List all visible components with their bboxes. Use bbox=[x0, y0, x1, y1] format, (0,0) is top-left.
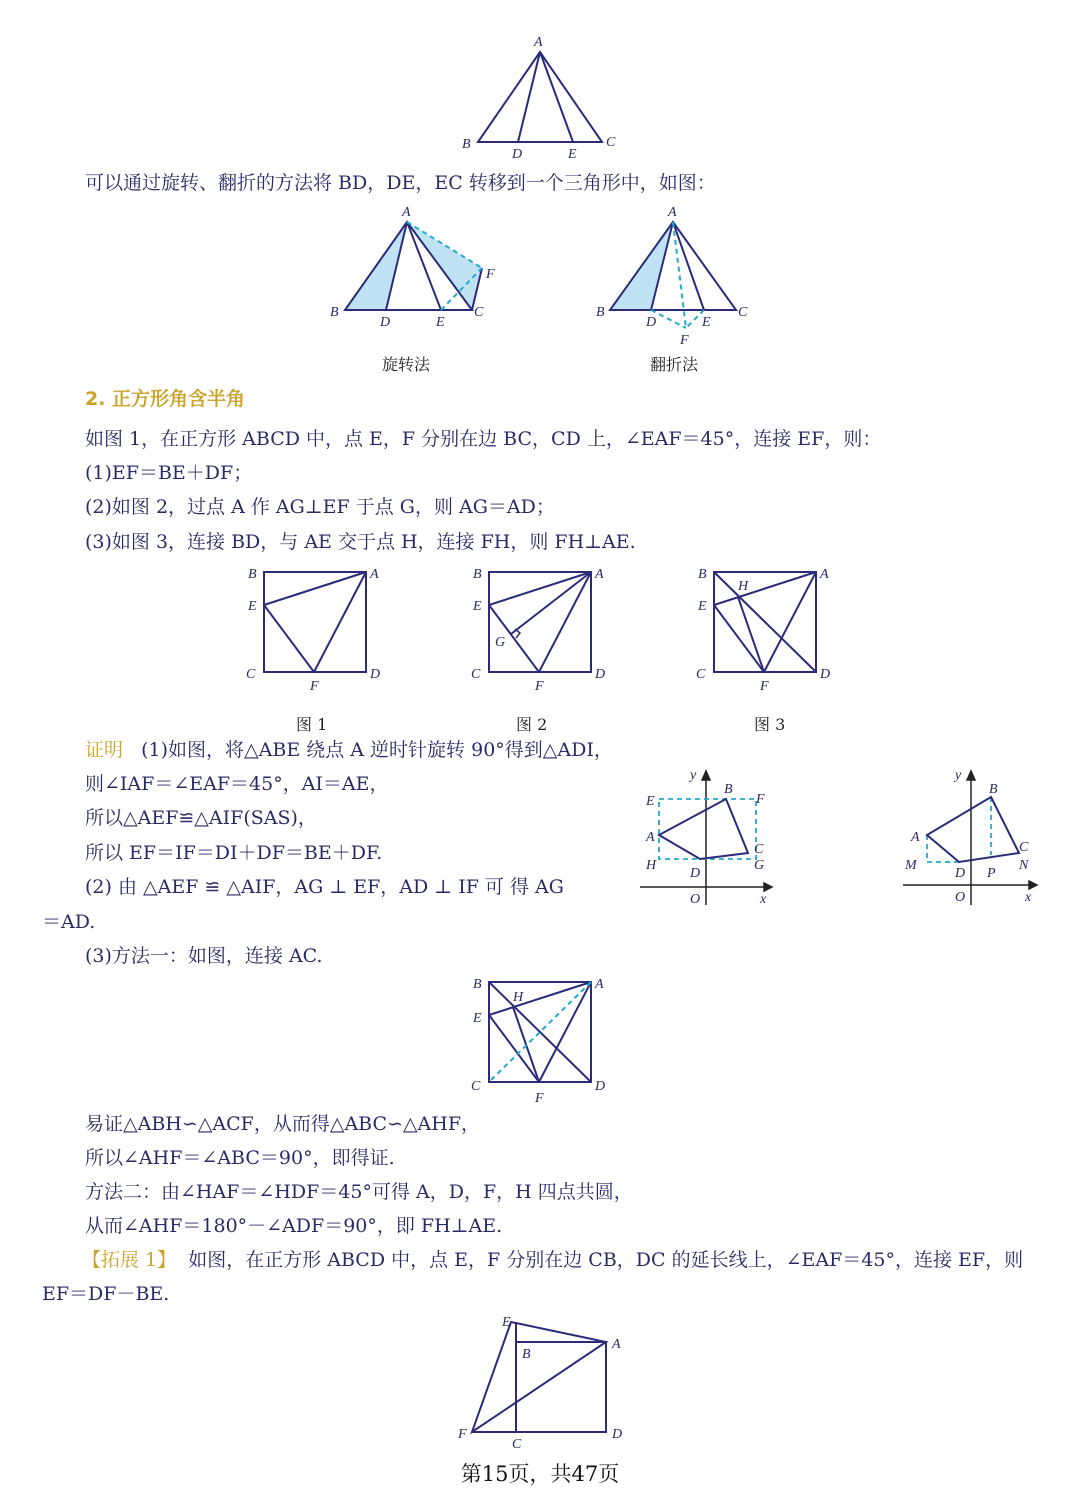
svg-text:E: E bbox=[436, 315, 445, 330]
svg-text:A: A bbox=[595, 567, 604, 582]
svg-text:F: F bbox=[756, 792, 765, 807]
svg-text:E: E bbox=[702, 315, 711, 330]
svg-text:B: B bbox=[596, 305, 605, 320]
coordinate-figure-2 bbox=[895, 765, 1055, 910]
svg-text:A: A bbox=[646, 830, 655, 845]
svg-text:E: E bbox=[473, 599, 482, 614]
svg-text:E: E bbox=[646, 794, 655, 809]
svg-text:A: A bbox=[668, 205, 677, 220]
extension-line-1 bbox=[82, 1247, 1023, 1273]
svg-text:B: B bbox=[724, 782, 733, 797]
svg-text:B: B bbox=[462, 137, 471, 152]
svg-text:y: y bbox=[690, 768, 697, 783]
svg-text:C: C bbox=[696, 667, 706, 682]
svg-text:E: E bbox=[568, 147, 577, 162]
coordinate-figure-1 bbox=[630, 765, 790, 910]
proof-line-1 bbox=[85, 737, 613, 763]
svg-text:A: A bbox=[820, 567, 829, 582]
caption-fig-3: 图 3 bbox=[754, 715, 786, 734]
rotate-caption: 旋转法 bbox=[382, 355, 431, 374]
svg-text:C: C bbox=[754, 842, 764, 857]
proof-line-4: 所以 EF＝IF＝DI＋DF＝BE＋DF. bbox=[85, 842, 383, 864]
svg-text:B: B bbox=[473, 567, 482, 582]
proof-text-1: (1)如图，将△ABE 绕点 A 逆时针旋转 90°得到△ADI， bbox=[141, 739, 613, 761]
svg-text:A: A bbox=[911, 830, 920, 845]
square-figure-1 bbox=[240, 560, 400, 700]
proof-line-5: (2) 由 △AEF ≌ △AIF，AG ⊥ EF，AD ⊥ IF 可 得 AG bbox=[85, 876, 564, 898]
para-3: (2)如图 2，过点 A 作 AG⊥EF 于点 G，则 AG＝AD； bbox=[85, 496, 555, 518]
svg-text:y: y bbox=[955, 768, 962, 783]
svg-text:C: C bbox=[738, 305, 748, 320]
extension-text: 如图，在正方形 ABCD 中，点 E，F 分别在边 CB，DC 的延长线上，∠EAF＝45°，连接 EF，则 bbox=[188, 1249, 1024, 1271]
svg-text:A: A bbox=[595, 977, 604, 992]
svg-text:B: B bbox=[698, 567, 707, 582]
top-triangle-figure bbox=[0, 0, 1080, 170]
svg-text:B: B bbox=[989, 782, 998, 797]
svg-text:C: C bbox=[471, 667, 481, 682]
proof-line-3: 所以△AEF≌△AIF(SAS)， bbox=[85, 807, 317, 829]
after-line-1: 易证△ABH∽△ACF，从而得△ABC∽△AHF， bbox=[85, 1113, 481, 1135]
svg-text:O: O bbox=[690, 892, 701, 907]
svg-text:C: C bbox=[512, 1437, 522, 1452]
svg-text:D: D bbox=[612, 1427, 623, 1442]
proof-line-2: 则∠IAF＝∠EAF＝45°，AI＝AE， bbox=[85, 773, 389, 795]
fold-caption: 翻折法 bbox=[650, 355, 699, 374]
after-line-2: 所以∠AHF＝∠ABC＝90°，即得证. bbox=[85, 1147, 395, 1169]
svg-text:C: C bbox=[474, 305, 484, 320]
square-figure-3 bbox=[690, 560, 850, 700]
svg-text:N: N bbox=[1019, 858, 1029, 873]
method-1-figure bbox=[465, 970, 625, 1110]
svg-text:C: C bbox=[606, 135, 616, 150]
svg-text:F: F bbox=[680, 333, 689, 348]
svg-text:P: P bbox=[987, 866, 996, 881]
intro-line: 可以通过旋转、翻折的方法将 BD，DE，EC 转移到一个三角形中，如图： bbox=[85, 172, 716, 194]
section-2-title: 2. 正方形角含半角 bbox=[85, 388, 246, 410]
fold-method-figure bbox=[590, 200, 790, 350]
svg-text:B: B bbox=[248, 567, 257, 582]
svg-text:C: C bbox=[1019, 840, 1029, 855]
proof-label: 证明 bbox=[85, 739, 124, 761]
extension-label: 【拓展 1】 bbox=[82, 1249, 177, 1271]
rotate-method-figure bbox=[320, 200, 520, 340]
svg-text:H: H bbox=[513, 990, 524, 1005]
svg-text:H: H bbox=[738, 579, 749, 594]
page-footer: 第15页，共47页 bbox=[460, 1462, 620, 1486]
para-4: (3)如图 3，连接 BD，与 AE 交于点 H，连接 FH，则 FH⊥AE. bbox=[85, 531, 636, 553]
para-1: 如图 1，在正方形 ABCD 中，点 E，F 分别在边 BC，CD 上，∠EAF＝45°，连接 EF，则： bbox=[85, 428, 882, 450]
svg-text:D: D bbox=[690, 866, 701, 881]
svg-text:A: A bbox=[402, 205, 411, 220]
caption-fig-1: 图 1 bbox=[296, 715, 328, 734]
extension-line-2: EF＝DF－BE. bbox=[42, 1283, 170, 1305]
svg-text:F: F bbox=[760, 679, 769, 694]
svg-text:C: C bbox=[471, 1079, 481, 1094]
svg-text:D: D bbox=[646, 315, 657, 330]
svg-text:O: O bbox=[955, 890, 966, 905]
svg-text:D: D bbox=[820, 667, 831, 682]
svg-text:B: B bbox=[522, 1347, 531, 1362]
after-line-3: 方法二：由∠HAF＝∠HDF＝45°可得 A，D，F，H 四点共圆， bbox=[85, 1181, 633, 1203]
svg-text:D: D bbox=[595, 1079, 606, 1094]
svg-text:F: F bbox=[535, 1091, 544, 1106]
svg-text:A: A bbox=[534, 35, 543, 50]
svg-text:G: G bbox=[754, 858, 765, 873]
svg-text:F: F bbox=[458, 1427, 467, 1442]
para-2: (1)EF＝BE＋DF； bbox=[85, 462, 253, 484]
extension-figure bbox=[450, 1310, 640, 1450]
caption-fig-2: 图 2 bbox=[516, 715, 548, 734]
svg-text:F: F bbox=[310, 679, 319, 694]
proof-line-7: (3)方法一：如图，连接 AC. bbox=[85, 945, 323, 967]
svg-text:C: C bbox=[246, 667, 256, 682]
svg-text:E: E bbox=[698, 599, 707, 614]
svg-text:A: A bbox=[370, 567, 379, 582]
svg-text:H: H bbox=[646, 858, 657, 873]
svg-text:F: F bbox=[486, 267, 495, 282]
svg-text:B: B bbox=[473, 977, 482, 992]
svg-text:M: M bbox=[905, 858, 917, 873]
svg-text:D: D bbox=[595, 667, 606, 682]
svg-text:F: F bbox=[535, 679, 544, 694]
proof-line-6: ＝AD. bbox=[42, 911, 96, 933]
svg-text:E: E bbox=[473, 1011, 482, 1026]
svg-text:A: A bbox=[612, 1337, 621, 1352]
svg-text:D: D bbox=[512, 147, 523, 162]
svg-text:G: G bbox=[495, 635, 506, 650]
square-figure-2 bbox=[465, 560, 625, 700]
svg-text:D: D bbox=[955, 866, 966, 881]
after-line-4: 从而∠AHF＝180°－∠ADF＝90°，即 FH⊥AE. bbox=[85, 1215, 503, 1237]
svg-text:E: E bbox=[248, 599, 257, 614]
svg-text:x: x bbox=[1025, 890, 1032, 905]
svg-text:B: B bbox=[330, 305, 339, 320]
svg-text:D: D bbox=[370, 667, 381, 682]
svg-text:E: E bbox=[502, 1315, 511, 1330]
svg-text:D: D bbox=[380, 315, 391, 330]
svg-text:x: x bbox=[760, 892, 767, 907]
